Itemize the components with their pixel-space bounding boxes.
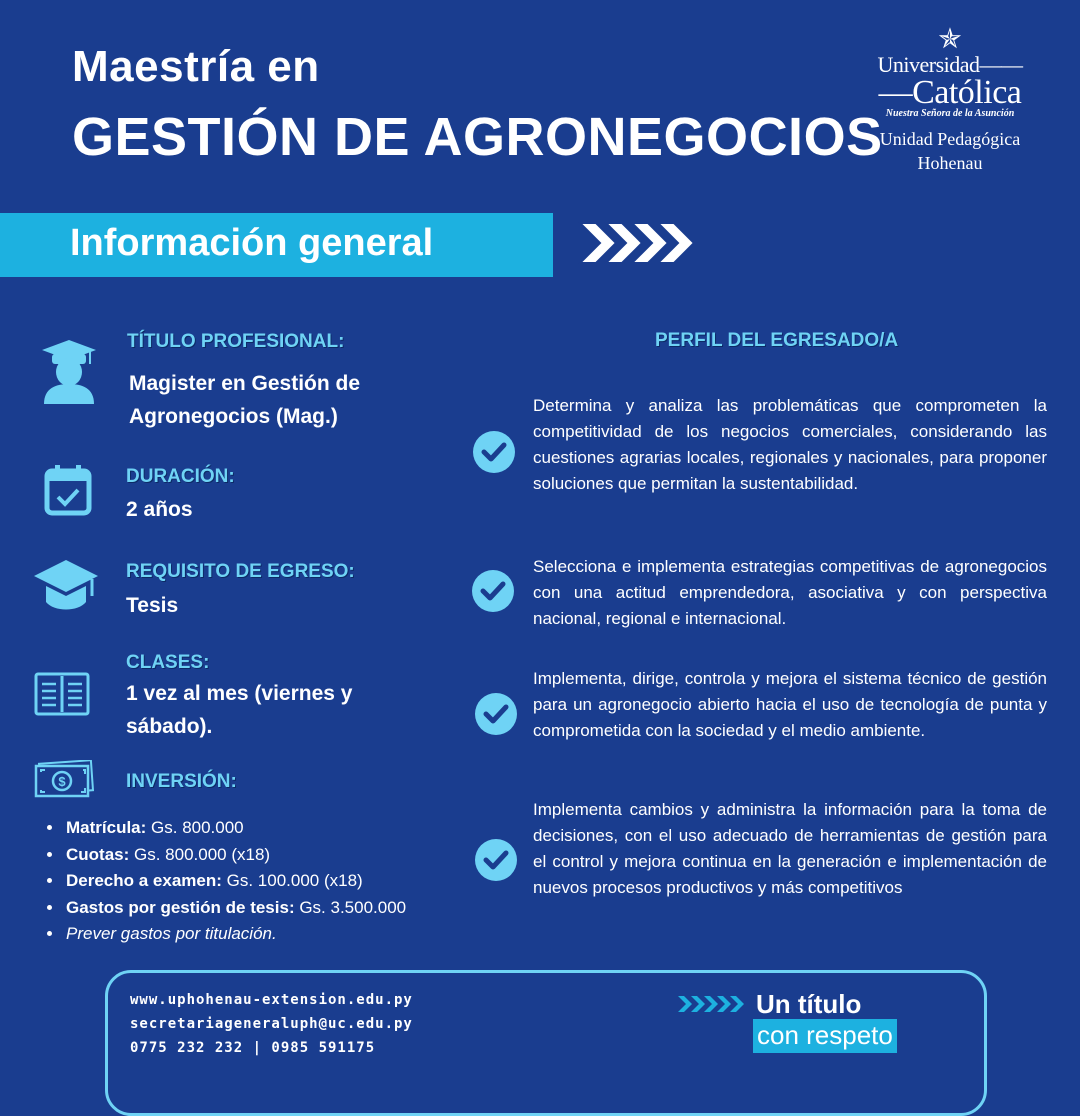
inversion-item: • Gastos por gestión de tesis: Gs. 3.500.000 <box>64 895 406 922</box>
inversion-label: INVERSIÓN: <box>126 771 237 792</box>
perfil-item: Selecciona e implementa estrategias competitivas de agronegocios con una actitud emprendedora, asociativa y con perspectiva nacional, regional e internacional. <box>533 557 1047 628</box>
titulo-value: Magister en Gestión de Agronegocios (Mag.) <box>129 372 361 428</box>
perfil-item: Implementa, dirige, controla y mejora el sistema técnico de gestión para un agronegocio abierto hacia el uso de tecnología de punta y comprometida con la sociedad y el medio ambiente. <box>533 669 1047 740</box>
check-icon <box>473 431 515 473</box>
duracion-label: DURACIÓN: <box>126 466 235 487</box>
graduate-icon <box>40 338 98 406</box>
inversion-item: • Matrícula: Gs. 800.000 <box>64 815 406 842</box>
university-logo <box>860 26 1040 175</box>
perfil-title: PERFIL DEL EGRESADO/A <box>655 330 899 351</box>
inversion-item: • Cuotas: Gs. 800.000 (x18) <box>64 842 406 869</box>
svg-text:$: $ <box>58 774 66 789</box>
slogan-chevrons-icon <box>678 994 746 1014</box>
requisito-value: Tesis <box>126 594 179 617</box>
mortarboard-icon <box>32 558 100 616</box>
clases-value: 1 vez al mes (viernes y sábado). <box>126 682 353 738</box>
logo-subtitle: Nuestra Señora de la Asunción <box>885 108 1015 119</box>
banner-label: Información general <box>70 222 434 264</box>
star-icon: ✯ <box>938 24 962 55</box>
perfil-item: Implementa cambios y administra la información para la toma de decisiones, con el uso adecuado de herramientas de gestión para el control y mejora continua en la generación e implementación de nuevos procesos productivos y más competitivos <box>533 800 1047 897</box>
inversion-item: • Prever gastos por titulación. <box>64 921 406 948</box>
check-icon <box>472 570 514 612</box>
chevrons-icon <box>578 219 698 267</box>
slogan-line-1: Un título <box>756 989 862 1019</box>
footer-phones: 0775 232 232 | 0985 591175 <box>130 1040 376 1056</box>
clases-label: CLASES: <box>126 652 210 673</box>
check-icon <box>475 693 517 735</box>
titulo-label: TÍTULO PROFESIONAL: <box>127 331 345 352</box>
title-line-1: Maestría en <box>72 42 320 91</box>
footer-web-link[interactable]: www.uphohenau-extension.edu.py <box>130 992 413 1008</box>
slogan-line-2: con respeto <box>753 1019 897 1053</box>
calendar-check-icon <box>44 464 92 516</box>
logo-catolica: —Católica <box>878 74 1022 111</box>
inversion-list <box>46 815 406 948</box>
logo-unit: Unidad Pedagógica Hohenau <box>879 129 1021 173</box>
title-line-2: GESTIÓN DE AGRONEGOCIOS <box>72 107 883 167</box>
inversion-item: • Derecho a examen: Gs. 100.000 (x18) <box>64 868 406 895</box>
footer-email-link[interactable]: secretariageneraluph@uc.edu.py <box>130 1016 413 1032</box>
perfil-item: Determina y analiza las problemáticas que comprometen la competitividad de los negocios comerciales, considerando las cuestiones agrarias locales, regionales y nacionales, para proponer soluciones que permitan la sustentabilidad. <box>533 396 1047 493</box>
logo-universidad: Universidad—— <box>877 52 1023 77</box>
requisito-label: REQUISITO DE EGRESO: <box>126 561 355 582</box>
check-icon <box>475 839 517 881</box>
book-icon <box>34 672 90 716</box>
money-icon <box>34 760 94 798</box>
section-banner <box>0 213 553 277</box>
duracion-value: 2 años <box>126 498 193 521</box>
